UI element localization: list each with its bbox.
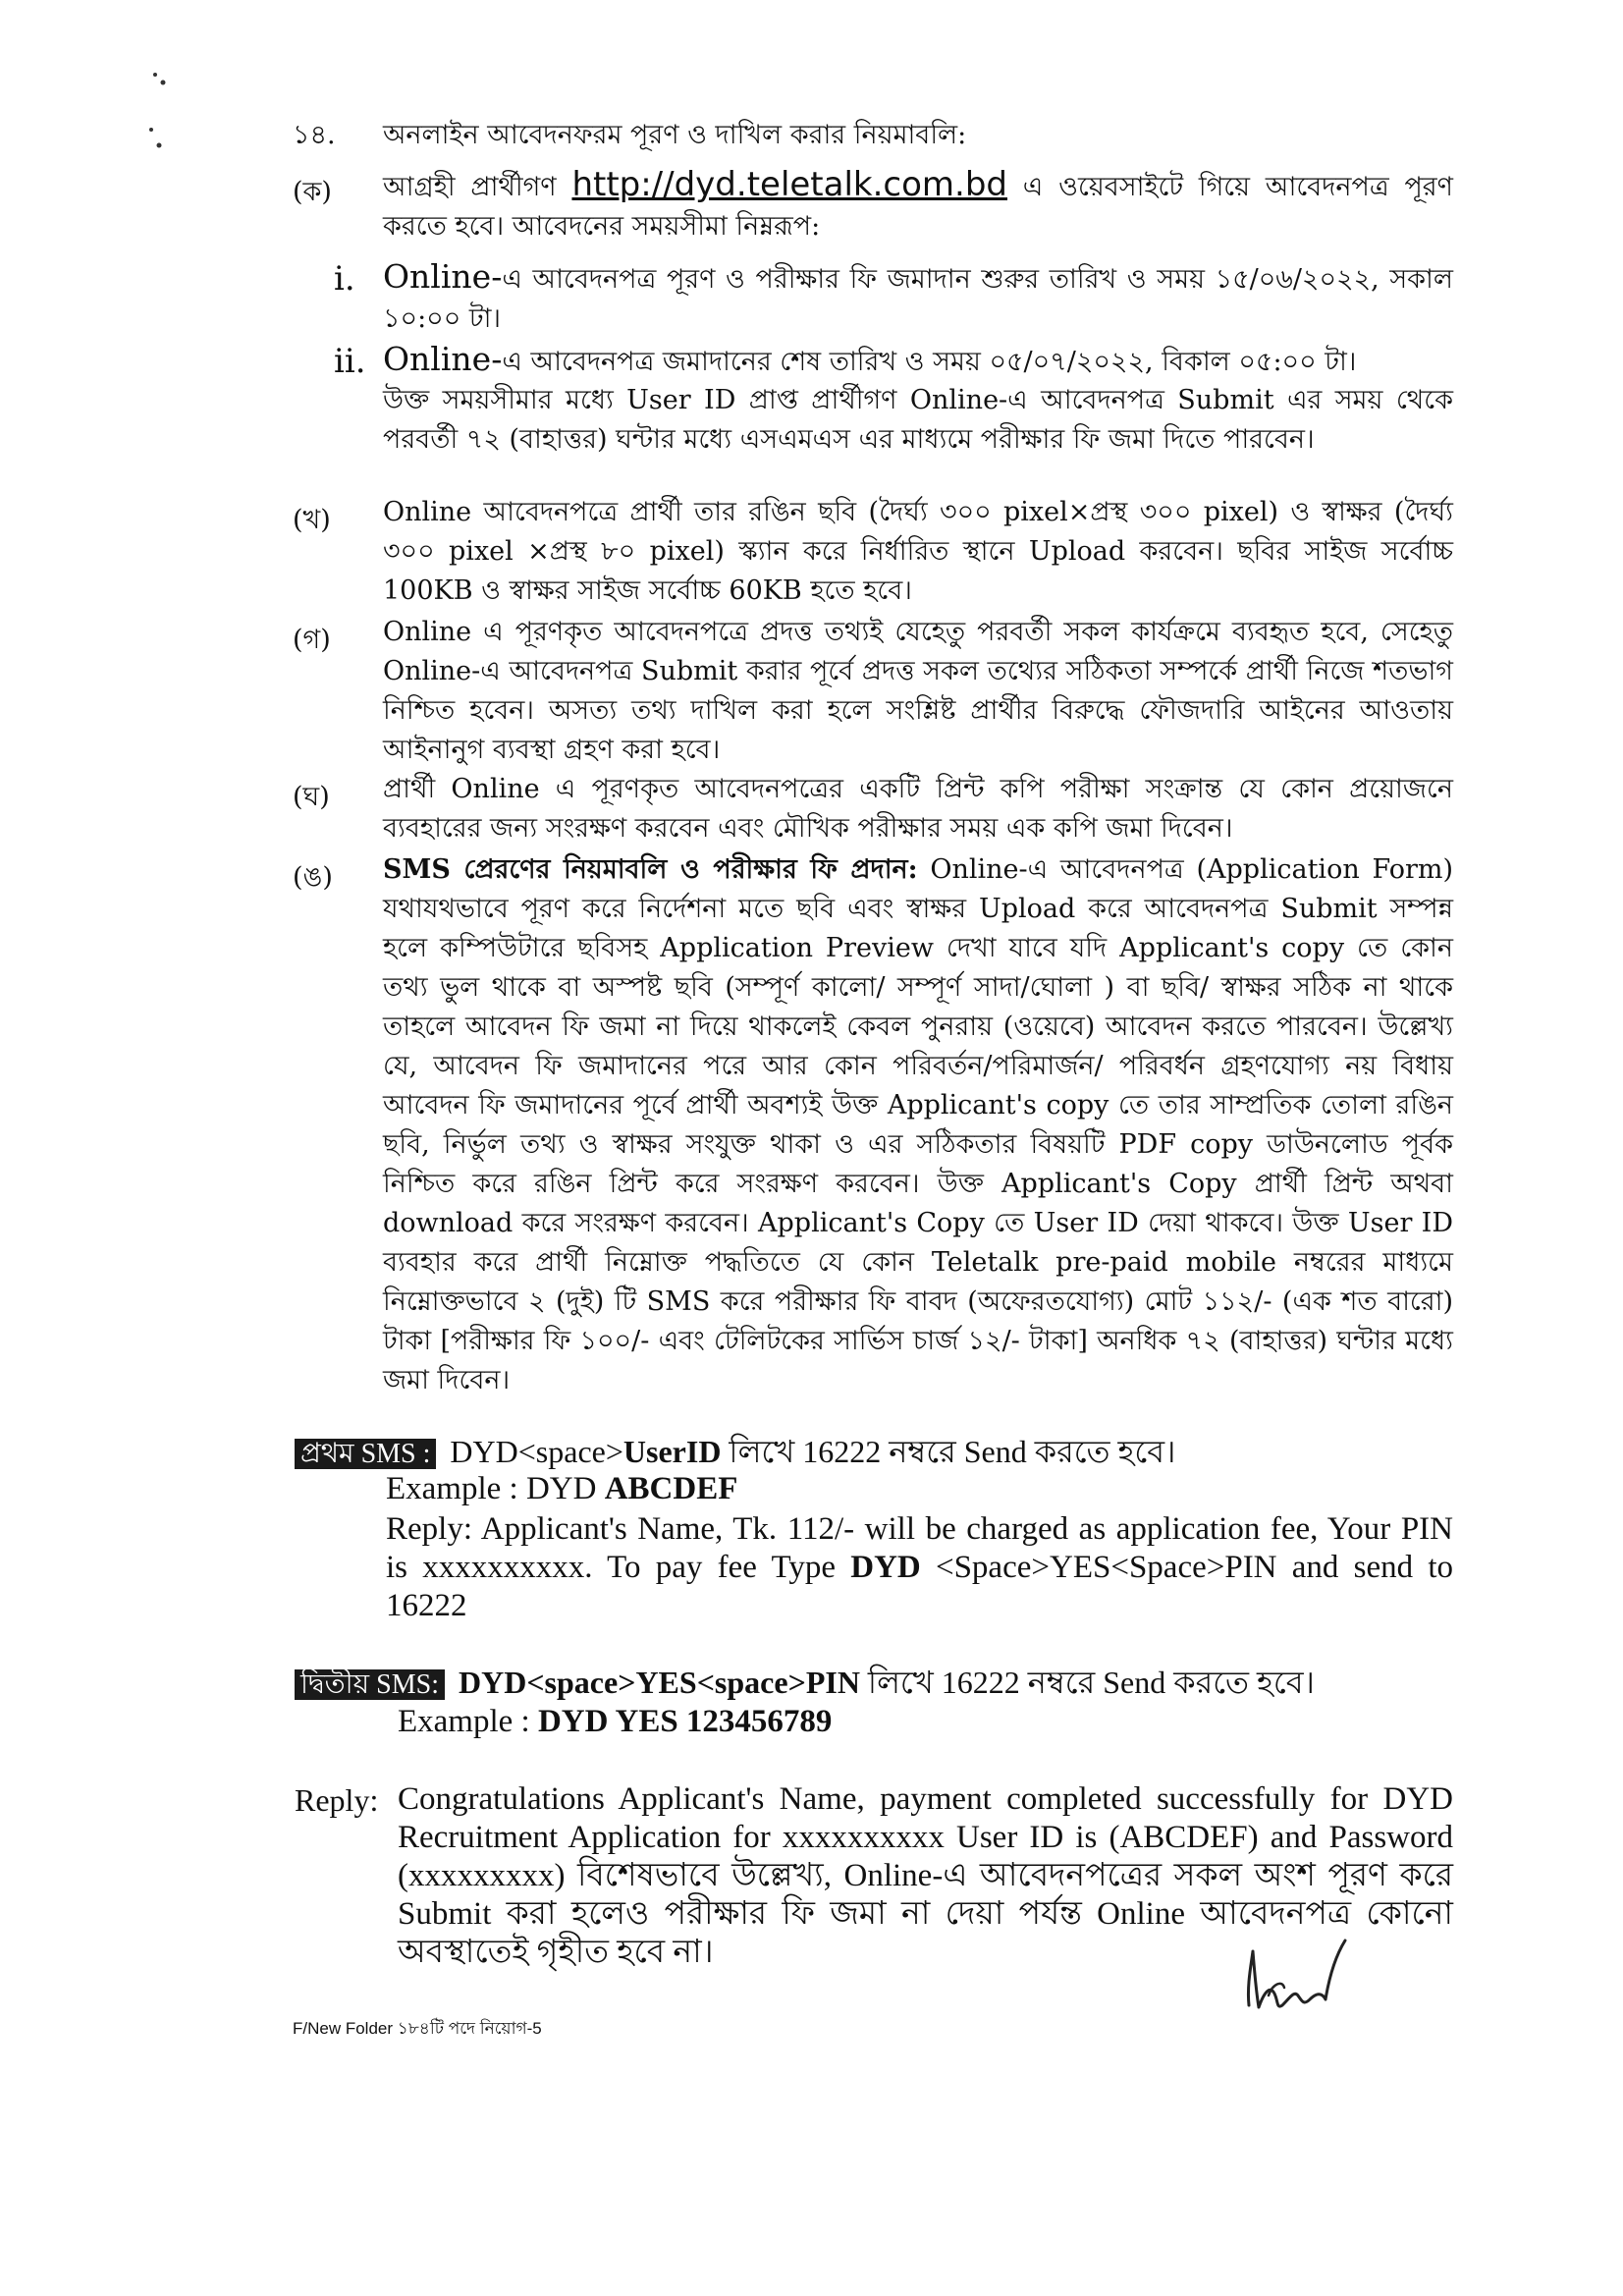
sms1-cmd-post: লিখে 16222 নম্বরে Send করতে হবে। [721,1434,1176,1469]
scan-speck-marks [147,69,187,167]
item-uma-bold-lead: SMS প্রেরণের নিয়মাবলি ও পরীক্ষার ফি প্রদান: [383,854,918,885]
sms1-reply [386,1510,1453,1625]
section-number: ১৪. [293,120,336,150]
sms1-reply-end: <Space>YES<Space>PIN and send to 16222 [386,1550,1454,1623]
item-ga-text: Online এ পূরণকৃত আবেদনপত্রে প্রদত্ত তথ্যই যেহেতু পরবর্তী সকল কার্যক্রমে ব্যবহৃত হবে, সেহেতু Online-এ আবেদনপত্র Submit করার পূর্বে প্রদত্ত সকল তথ্যের সঠিকতা সম্পর্কে প্রার্থী নিজে শতভাগ নিশ্চিত হবেন। অসত্য তথ্য দাখিল করা হলে সংশ্লিষ্ট প্রার্থীর বিরুদ্ধে ফৌজদারি আইনের আওতায় আইনানুগ ব্যবস্থা গ্রহণ করা হবে। [383,617,1453,765]
item-gha-text: প্রার্থী Online এ পূরণকৃত আবেদনপত্রের একটি প্রিন্ট কপি পরীক্ষা সংক্রান্ত যে কোন প্রয়োজনে ব্যবহারের জন্য সংরক্ষণ করবেন এবং মৌখিক পরীক্ষার সময় এক কপি জমা দিবেন। [383,774,1453,844]
schedule-item-ii-text: এ আবেদনপত্র জমাদানের শেষ তারিখ ও সময় ০৫/০৭/২০২২, বিকাল ০৫:০০ টা। [502,347,1357,377]
schedule-item-i [383,257,1453,339]
sms2-example [398,1703,1465,1741]
sms1-reply-bold: DYD [850,1550,921,1585]
item-kha-marker: (খ) [293,505,331,535]
schedule-item-ii-lead: Online- [383,340,503,378]
schedule-marker-ii: ii. [334,342,366,381]
signature-image [1239,1937,1386,2025]
footer-file-path: F/New Folder ১৮৪টি পদে নিয়োগ-5 [293,2019,542,2038]
sms1-example-bold: ABCDEF [604,1471,738,1506]
item-gha-marker: (ঘ) [293,782,330,812]
item-ka-suffix: এ ওয়েবসাইটে গিয়ে আবেদনপত্র পূরণ করতে হবে। আবেদনের সময়সীমা নিম্নরূপ: [383,172,1453,242]
sms2-example-label: Example : [398,1704,530,1739]
final-reply-text: Congratulations Applicant's Name, payment completed successfully for DYD Recruitment Application for xxxxxxxxxx User ID is (ABCDEF) and Password (xxxxxxxxx) বিশেষভাবে উল্লেখ্য, Online-এ আবেদনপত্রের সকল অংশ পূরণ করে Submit করা হলেও পরীক্ষার ফি জমা না দেয়া পর্যন্ত Online আবেদনপত্র কোনো অবস্থাতেই গৃহীত হবে না। [398,1781,1453,1970]
item-ka-prefix: আগ্রহী প্রার্থীগণ [383,172,557,202]
item-uma-body: Online-এ আবেদনপত্র (Application Form) যথাযথভাবে পূরণ করে নির্দেশনা মতে ছবি এবং স্বাক্ষর Upload করে আবেদনপত্র Submit সম্পন্ন হলে কম্পিউটারে ছবিসহ Application Preview দেখা যাবে যদি Applicant's copy তে কোন তথ্য ভুল থাকে বা অস্পষ্ট ছবি (সম্পূর্ণ কালো/ সম্পূর্ণ সাদা/ঘোলা ) বা ছবি/ স্বাক্ষর সঠিক না থাকে তাহলে আবেদন ফি জমা না দিয়ে থাকলেই কেবল পুনরায় (ওয়েবে) আবেদন করতে পারবেন। উল্লেখ্য যে, আবেদন ফি জমাদানের পরে আর কোন পরিবর্তন/পরিমার্জন/ পরিবর্ধন গ্রহণযোগ্য নয় বিধায় আবেদন ফি জমাদানের পূর্বে প্রার্থী অবশ্যই উক্ত Applicant's copy তে তার সাম্প্রতিক তোলা রঙিন ছবি, নির্ভুল তথ্য ও স্বাক্ষর সংযুক্ত থাকা ও এর সঠিকতার বিষয়টি PDF copy ডাউনলোড পূর্বক নিশ্চিত করে রঙিন প্রিন্ট করে সংরক্ষণ করবেন। উক্ত Applicant's Copy প্রার্থী প্রিন্ট অথবা download করে সংরক্ষণ করবেন। Applicant's Copy তে User ID দেয়া থাকবে। উক্ত User ID ব্যবহার করে প্রার্থী নিম্নোক্ত পদ্ধতিতে যে কোন Teletalk pre-paid mobile নম্বরের মাধ্যমে নিম্নোক্তভাবে ২ (দুই) টি SMS করে পরীক্ষার ফি বাবদ (অফেরতযোগ্য) মোট ১১২/- (এক শত বারো) টাকা [পরীক্ষার ফি ১০০/- এবং টেলিটকের সার্ভিস চার্জ ১২/- টাকা] অনধিক ৭২ (বাহাত্তর) ঘন্টার মধ্যে জমা দিবেন। [383,854,1453,1395]
sms1-cmd-bold: UserID [622,1434,722,1469]
sms1-example [386,1470,1453,1508]
schedule-item-ii [383,340,1453,382]
website-link[interactable]: http://dyd.teletalk.com.bd [571,165,1007,204]
schedule-marker-i: i. [334,259,355,299]
item-kha-text: Online আবেদনপত্রে প্রার্থী তার রঙিন ছবি (দৈর্ঘ্য ৩০০ pixel×প্রস্থ ৩০০ pixel) ও স্বাক্ষর (দৈর্ঘ্য ৩০০ pixel ×প্রস্থ ৮০ pixel) স্ক্যান করে নির্ধারিত স্থানে Upload করবেন। ছবির সাইজ সর্বোচ্চ 100KB ও স্বাক্ষর সাইজ সর্বোচ্চ 60KB হতে হবে। [383,497,1453,606]
item-uma-marker: (ঙ) [293,862,333,893]
sms2-badge: দ্বিতীয় SMS: [295,1669,445,1700]
sms2-cmd-post: লিখে 16222 নম্বরে Send করতে হবে। [859,1665,1315,1700]
sms1-reply-label: Reply: [386,1511,472,1547]
section-heading: অনলাইন আবেদনফরম পূরণ ও দাখিল করার নিয়মাবলি: [383,120,967,150]
sms2-command-line [295,1663,1453,1705]
sms1-example-pre: DYD [525,1471,605,1506]
schedule-item-i-lead: Online- [383,257,503,296]
sms1-badge: প্রথম SMS : [295,1439,436,1469]
final-reply-label: Reply: [295,1782,379,1818]
sms1-example-label: Example : [386,1471,518,1506]
sms1-cmd-pre: DYD<space> [450,1434,623,1469]
sms1-reply-text: Applicant's Name, Tk. 112/- will be charged as application fee, Your PIN is xxxxxxxxxx. To pay fee Type [386,1511,1453,1585]
sms2-cmd-bold: DYD<space>YES<space>PIN [458,1665,860,1700]
item-ga-marker: (গ) [293,625,331,655]
schedule-item-i-text: এ আবেদনপত্র পূরণ ও পরীক্ষার ফি জমাদান শুরুর তারিখ ও সময় ১৫/০৬/২০২২, সকাল ১০:০০ টা। [383,264,1453,334]
schedule-note: উক্ত সময়সীমার মধ্যে User ID প্রাপ্ত প্রার্থীগণ Online-এ আবেদনপত্র Submit এর সময় থেকে পরবর্তী ৭২ (বাহাত্তর) ঘন্টার মধ্যে এসএমএস এর মাধ্যমে পরীক্ষার ফি জমা দিতে পারবেন। [383,385,1453,455]
item-ka-text [383,165,1453,246]
item-uma-text [383,850,1453,1400]
sms2-example-bold: DYD YES 123456789 [537,1704,833,1739]
sms1-command-line [295,1432,1453,1474]
item-ka-marker: (ক) [293,177,332,207]
